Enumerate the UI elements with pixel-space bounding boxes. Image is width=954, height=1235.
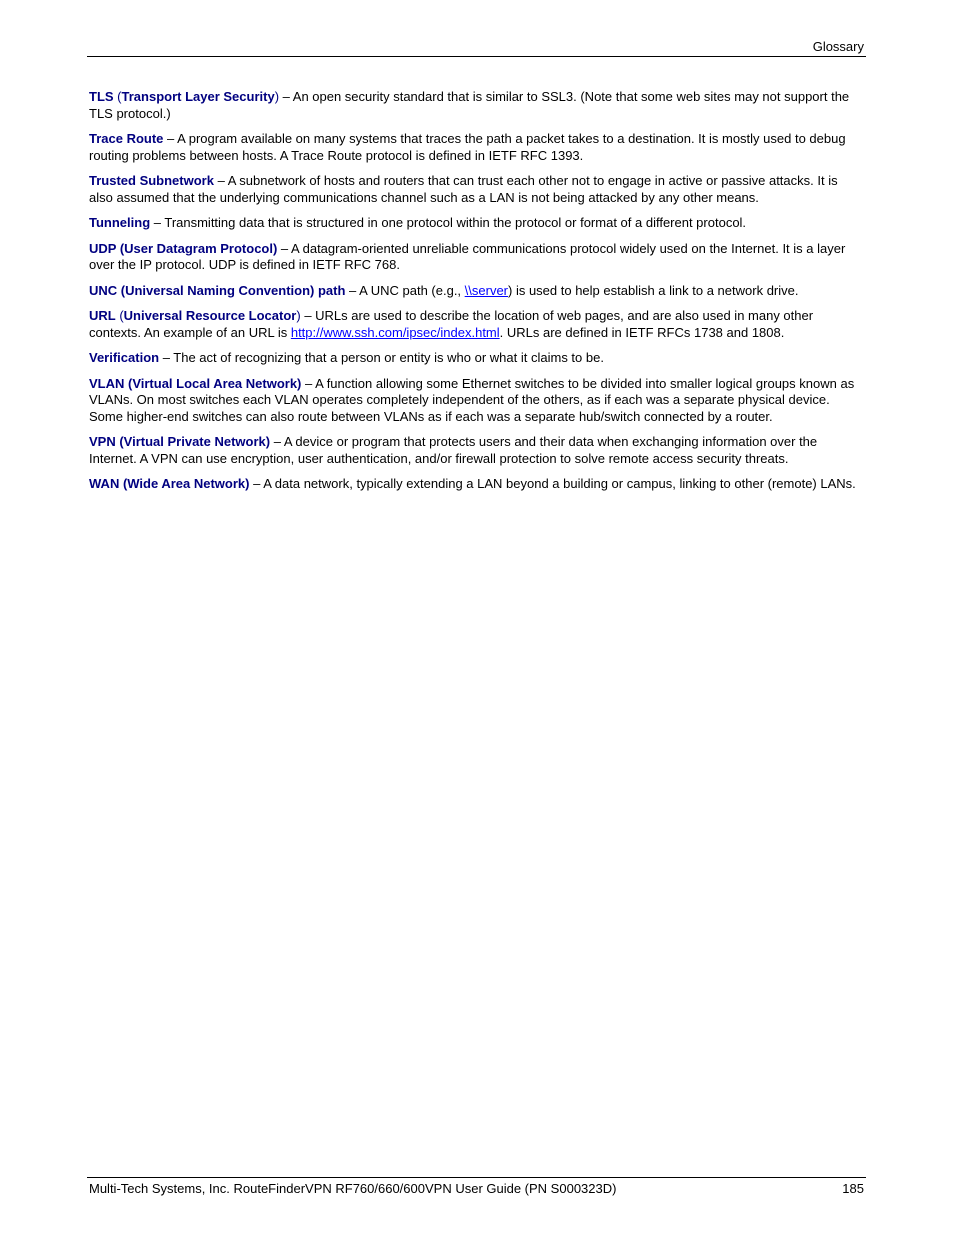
url-example-link[interactable]: http://www.ssh.com/ipsec/index.html [290,324,500,340]
glossary-entry-vlan [89,376,865,426]
paren-open: ( [115,308,124,323]
glossary-definition: – A subnetwork of hosts and routers that can trust each other not to engage in active or passive attacks. It is also assumed that the underlying communications channel such as a LAN is not being attacked by any other means. [89,173,838,205]
unc-example-link[interactable]: \\server [464,282,508,298]
glossary-term: UDP (User Datagram Protocol) [89,240,278,256]
glossary-term-expansion: Transport Layer Security [121,89,275,104]
glossary-definition: – A function allowing some Ethernet switches to be divided into smaller logical groups known as VLANs. On most switches each VLAN operates completely independent of the others, as if each was a separate physical device. Some higher-end switches can also route between VLANs as if each was a separate hub/switch connected by a router. [89,375,855,424]
glossary-term-expansion: Universal Resource Locator [123,308,297,323]
glossary-term: Verification [89,350,160,365]
glossary-definition: – A data network, typically extending a LAN beyond a building or campus, linking to other (remote) LANs. [249,476,856,491]
glossary-definition: – A UNC path (e.g., [345,282,465,298]
glossary-term: TLS [89,89,114,104]
section-title: Glossary [812,39,864,54]
glossary-term: Trusted Subnetwork [89,173,214,188]
glossary-definition: – Transmitting data that is structured in one protocol within the protocol or format of a different protocol. [150,215,747,230]
glossary-definition-cont: ) is used to help establish a link to a network drive. [508,282,799,298]
paren-close: ) [274,89,280,104]
glossary-definition: – A program available on many systems that traces the path a packet takes to a destination. It is mostly used to debug routing problems between hosts. A Trace Route protocol is defined in IETF RFC 1393. [89,131,846,163]
footer-document-title: Multi-Tech Systems, Inc. RouteFinderVPN RF760/660/600VPN User Guide (PN S000323D) [89,1181,617,1196]
page-number: 185 [842,1181,864,1196]
glossary-term: VPN (Virtual Private Network) [89,434,271,449]
glossary-entry-tunneling [89,215,865,232]
glossary-content [89,89,865,502]
glossary-term: URL [89,308,116,323]
glossary-entry-unc [89,283,865,300]
paren-close: ) [296,308,301,323]
glossary-term: UNC (Universal Naming Convention) path [89,282,346,298]
glossary-entry-udp [89,241,865,274]
glossary-definition: – An open security standard that is similar to SSL3. (Note that some web sites may not support the TLS protocol.) [89,89,850,121]
page-header [87,38,866,57]
glossary-entry-url [89,308,865,341]
glossary-term: Trace Route [89,131,164,146]
glossary-term: WAN (Wide Area Network) [89,476,250,491]
glossary-term: VLAN (Virtual Local Area Network) [89,375,302,391]
glossary-definition-cont: . URLs are defined in IETF RFCs 1738 and 1808. [499,324,785,340]
glossary-term: Tunneling [89,215,151,230]
glossary-entry-tls [89,89,865,122]
glossary-definition: – The act of recognizing that a person or entity is who or what it claims to be. [159,350,604,365]
glossary-definition: – A device or program that protects users and their data when exchanging information over the Internet. A VPN can use encryption, user authentication, and/or firewall protection to solve remote access security threats. [89,434,818,466]
page-footer [87,1177,866,1200]
glossary-entry-vpn [89,434,865,467]
glossary-entry-verification [89,350,865,367]
paren-open: ( [113,89,122,104]
glossary-definition: – A datagram-oriented unreliable communications protocol widely used on the Internet. It is a layer over the IP protocol. UDP is defined in IETF RFC 768. [89,240,846,272]
glossary-entry-wan [89,476,865,493]
glossary-entry-trace-route [89,131,865,164]
glossary-entry-trusted-subnetwork [89,173,865,206]
glossary-definition: – URLs are used to describe the location of web pages, and are also used in many other contexts. An example of an URL is [89,308,814,340]
